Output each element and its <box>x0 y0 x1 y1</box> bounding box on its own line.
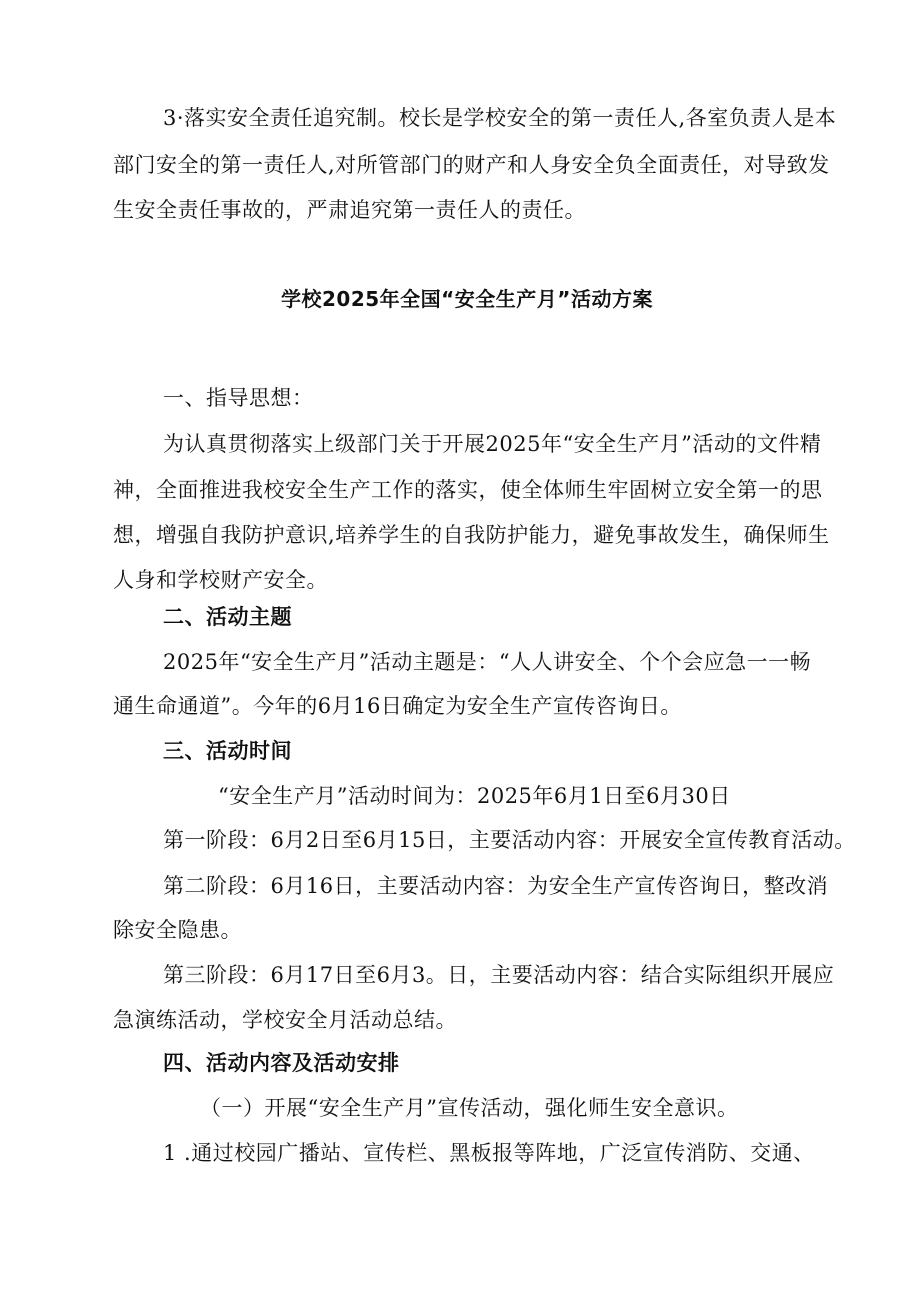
heading-activity-theme: 二、活动主题 <box>163 604 292 629</box>
para1-line-3: 想，增强自我防护意识,培养学生的自我防护能力，避免事故发生，确保师生 <box>113 523 830 547</box>
phase2-line-1: 第二阶段：6月16日，主要活动内容：为安全生产宣传咨询日，整改消 <box>163 874 829 898</box>
para2-line-2: 通生命通道”。今年的6月16日确定为安全生产宣传咨询日。 <box>113 694 682 718</box>
heading-activity-time: 三、活动时间 <box>163 738 292 763</box>
para1-line-2: 神，全面推进我校安全生产工作的落实，使全体师生牢固树立安全第一的思 <box>113 478 823 502</box>
section3-line-2: 部门安全的第一责任人,对所管部门的财产和人身安全负全面责任，对导致发 <box>113 153 830 177</box>
document-title: 学校2025年全国“安全生产月”活动方案 <box>281 287 653 311</box>
para1-line-1: 为认真贯彻落实上级部门关于开展2025年“安全生产月”活动的文件精 <box>163 432 822 456</box>
phase3-line-2: 急演练活动，学校安全月活动总结。 <box>113 1008 457 1032</box>
item1-line: 1 .通过校园广播站、宣传栏、黑板报等阵地，广泛宣传消防、交通、 <box>163 1141 815 1165</box>
phase2-line-2: 除安全隐患。 <box>113 918 242 942</box>
sub-section-1: （一）开展“安全生产月”宣传活动，强化师生安全意识。 <box>200 1096 739 1120</box>
heading-guiding-thought: 一、指导思想： <box>163 386 314 410</box>
section3-line-1: 3·落实安全责任追究制。校长是学校安全的第一责任人,各室负责人是本 <box>163 106 837 130</box>
heading-activity-content: 四、活动内容及活动安排 <box>163 1050 400 1075</box>
section3-line-3: 生安全责任事故的，严肃追究第一责任人的责任。 <box>113 198 586 222</box>
activity-time-line: “安全生产月”活动时间为：2025年6月1日至6月30日 <box>218 784 731 808</box>
para2-line-1: 2025年“安全生产月”活动主题是：“人人讲安全、个个会应急一一畅 <box>163 650 812 674</box>
phase1-line: 第一阶段：6月2日至6月15日，主要活动内容：开展安全宣传教育活动。 <box>163 828 856 852</box>
phase3-line-1: 第三阶段：6月17日至6月3。日，主要活动内容：结合实际组织开展应 <box>163 963 835 987</box>
para1-line-4: 人身和学校财产安全。 <box>113 568 328 592</box>
